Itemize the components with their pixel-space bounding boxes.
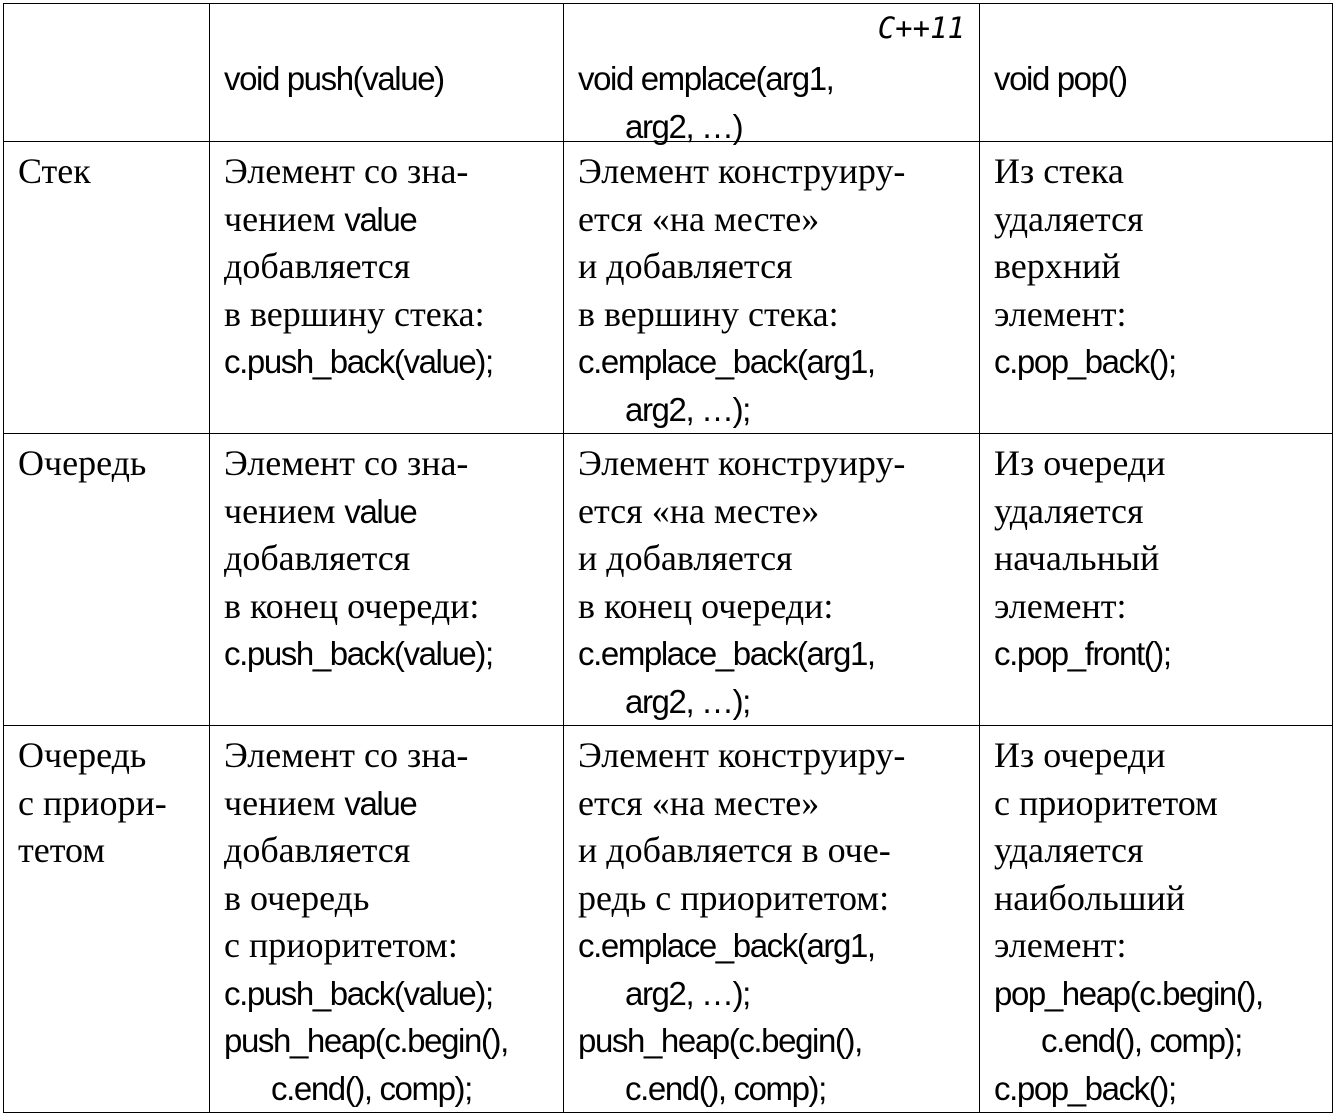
push-cell: Элемент со зна- чением value добавляется в конец очереди: c.push_back(value);	[210, 434, 564, 726]
row-name: с приори-	[18, 782, 167, 823]
code-line: c.end(), comp);	[1041, 1022, 1242, 1059]
header-pop-cell	[980, 4, 1333, 142]
value-code: value	[344, 784, 417, 822]
emplace-signature-line-2: arg2, …)	[625, 107, 743, 145]
code-line: c.pop_back();	[994, 1069, 1176, 1107]
header-empty-cell	[4, 4, 210, 142]
emplace-cell: Элемент конструиру- ется «на месте» и добавляется в конец очереди: c.emplace_back(arg1, arg2, …);	[564, 434, 980, 726]
code-line: c.emplace_back(arg1,	[578, 927, 875, 964]
container-operations-table	[3, 3, 1333, 1113]
header-push-cell	[210, 4, 564, 142]
code-line: pop_heap(c.begin(),	[994, 974, 1263, 1012]
row-name-cell	[4, 434, 210, 726]
pop-cell: Из стека удаляется верхний элемент: c.pop_back();	[980, 142, 1333, 434]
row-name: Стек	[18, 151, 91, 191]
pop-signature: void pop()	[994, 60, 1127, 97]
pop-cell: Из очереди с приоритетом удаляется наибольший элемент: pop_heap(c.begin(), c.end(), comp); c.pop_back();	[980, 726, 1333, 1113]
push-cell: Элемент со зна- чением value добавляется в вершину стека: c.push_back(value);	[210, 142, 564, 434]
code-line: c.pop_front();	[994, 635, 1171, 672]
code-line: push_heap(c.begin(),	[224, 1022, 508, 1059]
row-name-cell	[4, 726, 210, 1113]
code-line: arg2, …);	[625, 390, 750, 428]
row-name: Очередь	[18, 735, 147, 775]
row-name: Очередь	[18, 443, 147, 483]
code-line: c.pop_back();	[994, 343, 1176, 380]
emplace-cell: Элемент конструиру- ется «на месте» и добавляется в вершину стека: c.emplace_back(arg1, arg2, …);	[564, 142, 980, 434]
code-line: c.emplace_back(arg1,	[578, 635, 875, 672]
row-name: тетом	[18, 830, 106, 870]
header-emplace-cell	[564, 4, 980, 145]
code-line: arg2, …);	[625, 682, 750, 720]
table-row-priority-queue	[4, 726, 1333, 1113]
table-row-stack	[4, 142, 1333, 434]
value-code: value	[344, 200, 417, 238]
code-line: arg2, …);	[625, 974, 750, 1012]
code-line: c.push_back(value);	[224, 974, 493, 1012]
code-line: push_heap(c.begin(),	[578, 1022, 862, 1059]
cpp11-tag: C++11	[877, 11, 965, 45]
code-line: c.end(), comp);	[271, 1069, 472, 1107]
row-name-cell	[4, 142, 210, 434]
value-code: value	[344, 492, 417, 530]
push-cell: Элемент со зна- чением value добавляется в очередь с приоритетом: c.push_back(value); push_heap(c.begin(), c.end(), comp);	[210, 726, 564, 1113]
emplace-signature-line-1: void emplace(arg1,	[578, 60, 834, 97]
header-row	[4, 4, 1333, 142]
pop-cell: Из очереди удаляется начальный элемент: c.pop_front();	[980, 434, 1333, 726]
code-line: c.end(), comp);	[625, 1069, 826, 1107]
table-row-queue	[4, 434, 1333, 726]
emplace-cell: Элемент конструиру- ется «на месте» и добавляется в оче- редь с приоритетом: c.emplace_back(arg1, arg2, …); push_heap(c.begin(), c.end(), comp);	[564, 726, 980, 1113]
push-signature: void push(value)	[224, 60, 444, 97]
code-line: c.push_back(value);	[224, 343, 493, 380]
code-line: c.emplace_back(arg1,	[578, 343, 875, 380]
code-line: c.push_back(value);	[224, 635, 493, 672]
